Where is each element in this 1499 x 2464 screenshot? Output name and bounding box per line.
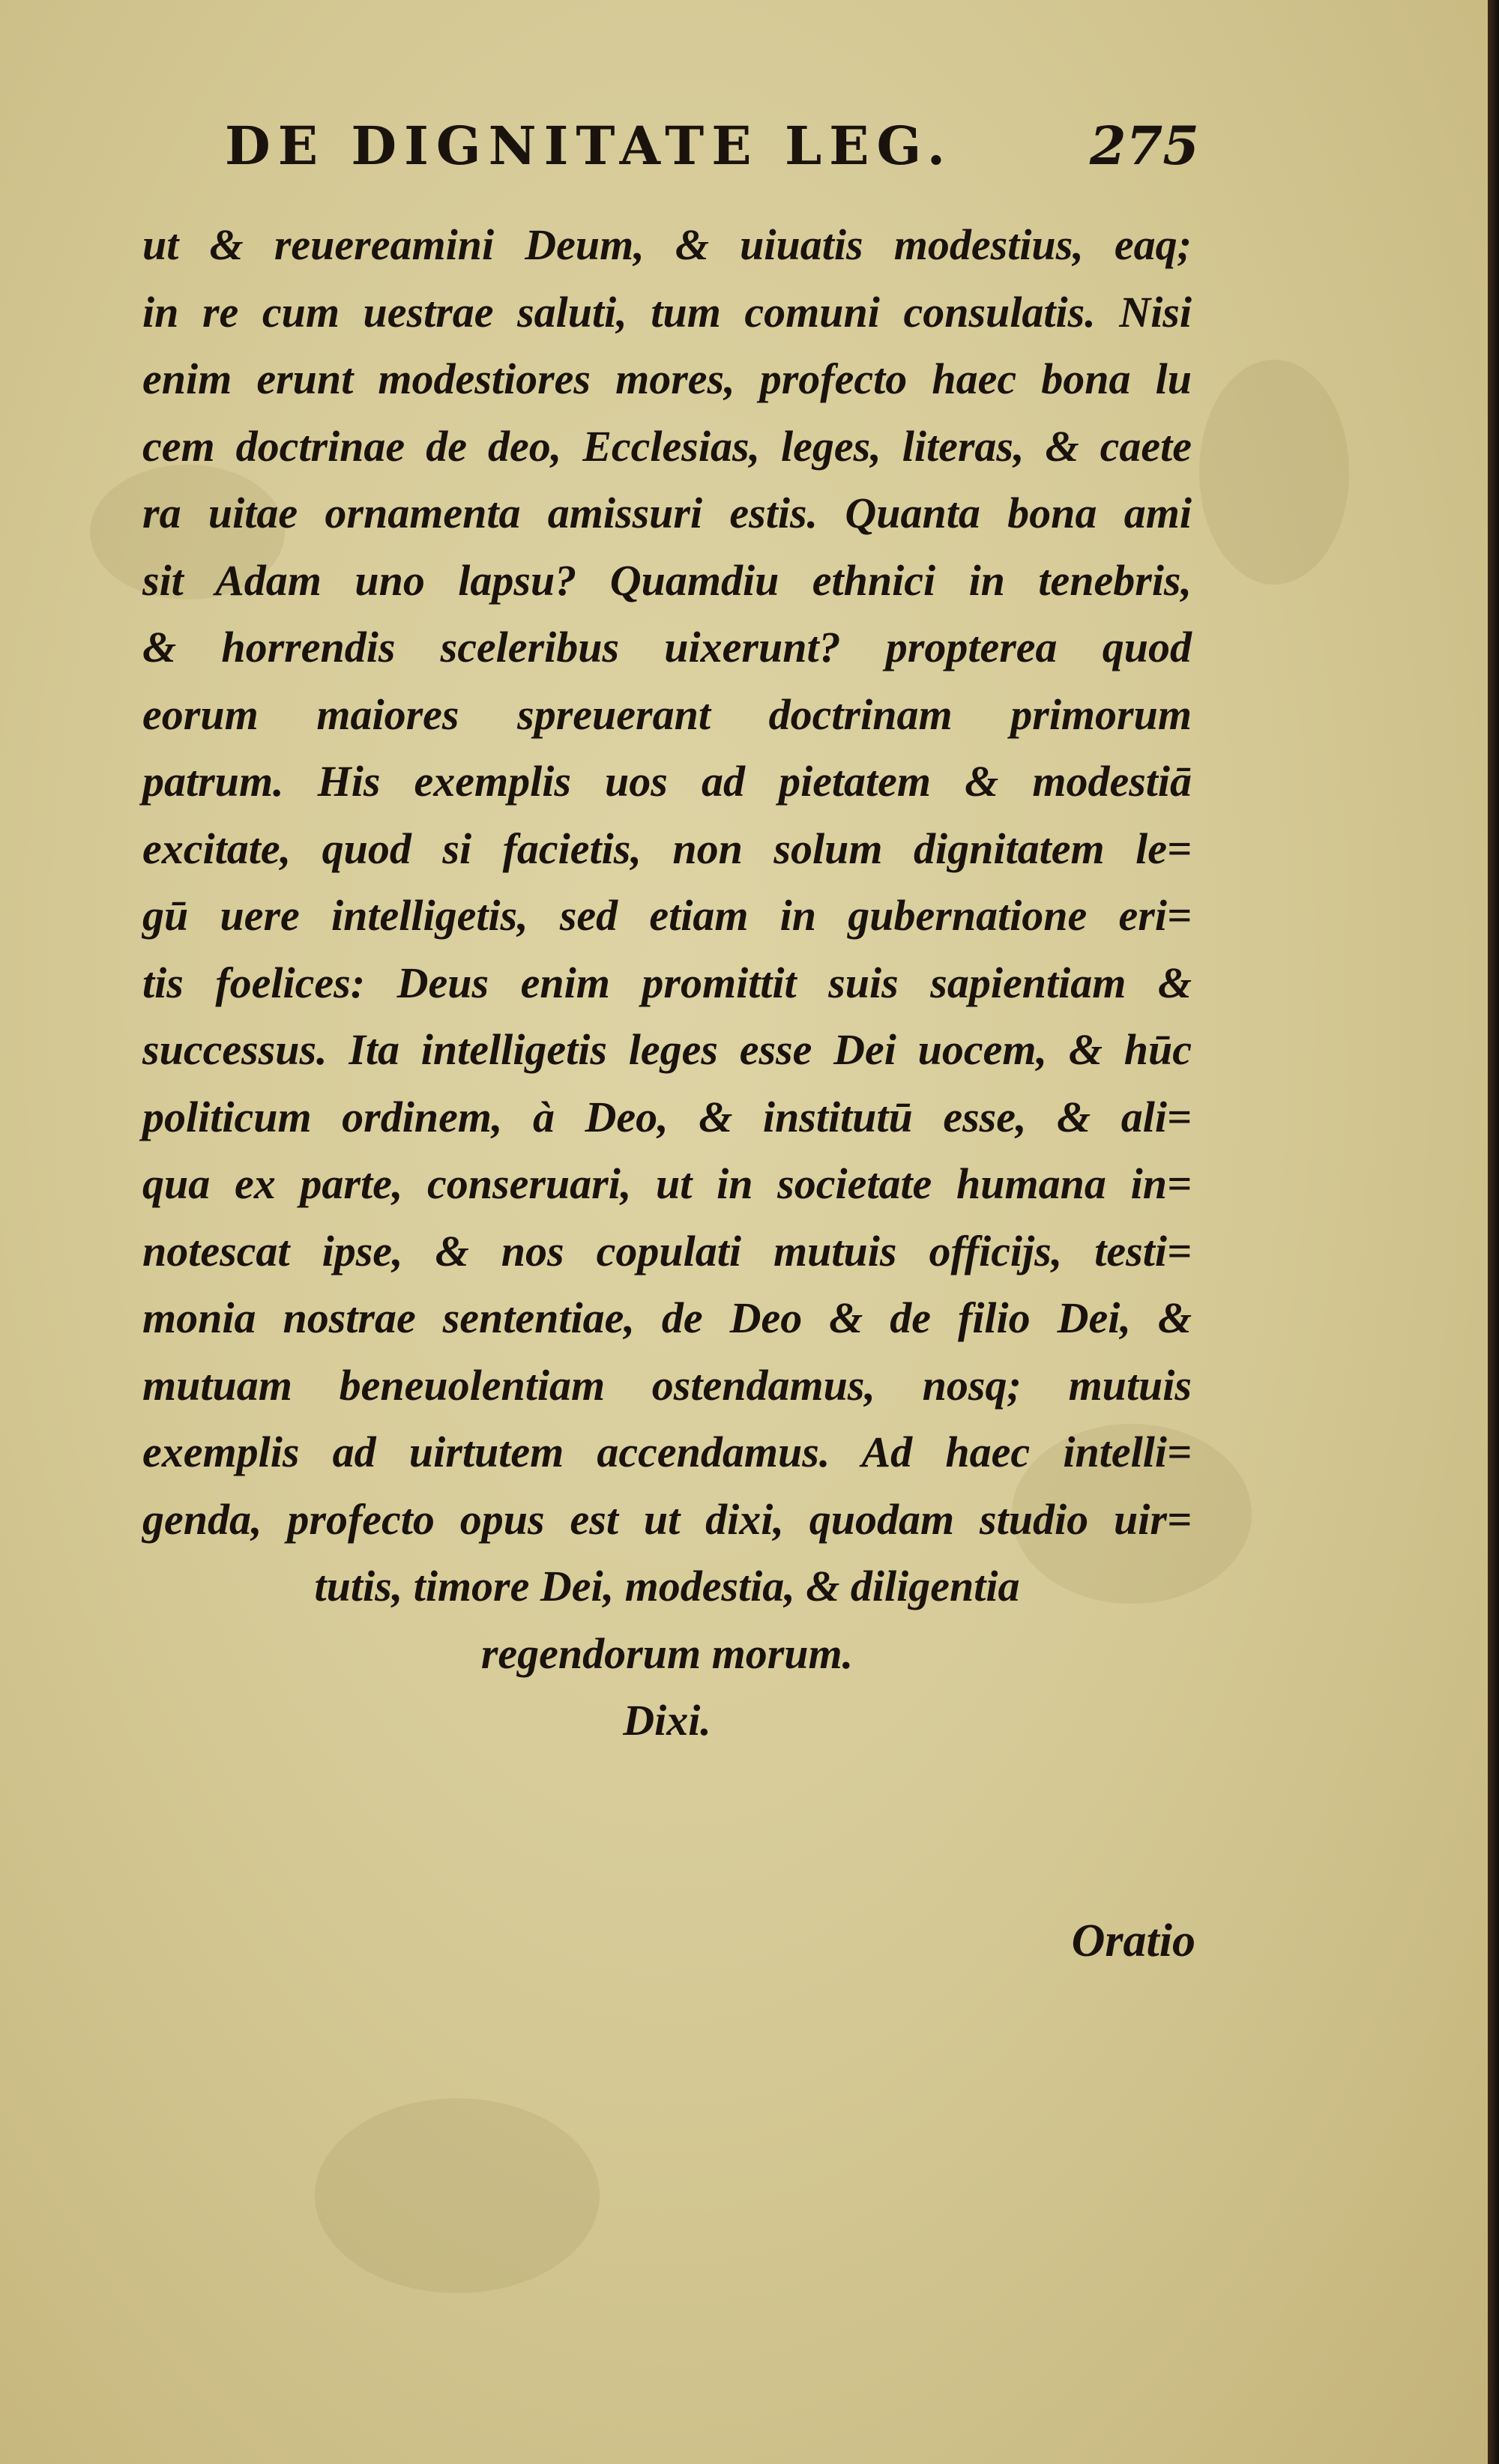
closing-word: Dixi. [623, 1696, 711, 1745]
page-edge [1488, 0, 1499, 2464]
text-line: ut & reuereamini Deum, & uiuatis modestius, eaq; [142, 220, 1192, 269]
text-line: eorum maiores spreuerant doctrinam primorum [142, 689, 1192, 739]
text-line: notescat ipse, & nos copulati mutuis officijs, testi= [142, 1226, 1192, 1275]
text-line: exemplis ad uirtutem accendamus. Ad haec intelli= [142, 1428, 1192, 1476]
text-line: sit Adam uno lapsu? Quamdiu ethnici in tenebris, [142, 555, 1192, 605]
text-line: monia nostrae sententiae, de Deo & de filio Dei, & [142, 1293, 1192, 1342]
text-line: & horrendis sceleribus uixerunt? propterea quod [142, 623, 1192, 671]
text-line: tutis, timore Dei, modestia, & diligentia [314, 1562, 1020, 1610]
catchword: Oratio [1071, 1915, 1195, 1966]
text-line: gū uere intelligetis, sed etiam in gubernatione eri= [142, 891, 1192, 940]
text-line: tis foelices: Deus enim promittit suis sapientiam & [142, 958, 1192, 1007]
page-header [225, 112, 1199, 180]
text-line: cem doctrinae de deo, Ecclesias, leges, literas, & caete [142, 421, 1192, 471]
text-line: enim erunt modestiores mores, profecto haec bona lu [142, 354, 1192, 403]
text-line: mutuam beneuolentiam ostendamus, nosq; mutuis [142, 1360, 1192, 1410]
text-line: genda, profecto opus est ut dixi, quodam studio uir= [142, 1494, 1192, 1544]
text-line: regendorum morum. [480, 1628, 854, 1678]
text-line: patrum. His exemplis uos ad pietatem & modestiā [142, 757, 1192, 806]
text-line: politicum ordinem, à Deo, & institutū esse, & ali= [142, 1092, 1192, 1141]
paper-stain [1199, 360, 1349, 585]
page-number: 275 [1089, 115, 1199, 177]
running-head: DE DIGNITATE LEG. [225, 115, 953, 177]
body-text [142, 211, 1192, 1754]
text-line: excitate, quod si facietis, non solum dignitatem le= [142, 824, 1192, 873]
text-line: qua ex parte, conseruari, ut in societate humana in= [142, 1159, 1192, 1208]
text-line: ra uitae ornamenta amissuri estis. Quanta bona ami [142, 489, 1192, 537]
text-line: successus. Ita intelligetis leges esse Dei uocem, & hūc [142, 1025, 1192, 1074]
paper-stain [315, 2098, 600, 2293]
text-line: in re cum uestrae saluti, tum comuni consulatis. Nisi [142, 287, 1192, 336]
